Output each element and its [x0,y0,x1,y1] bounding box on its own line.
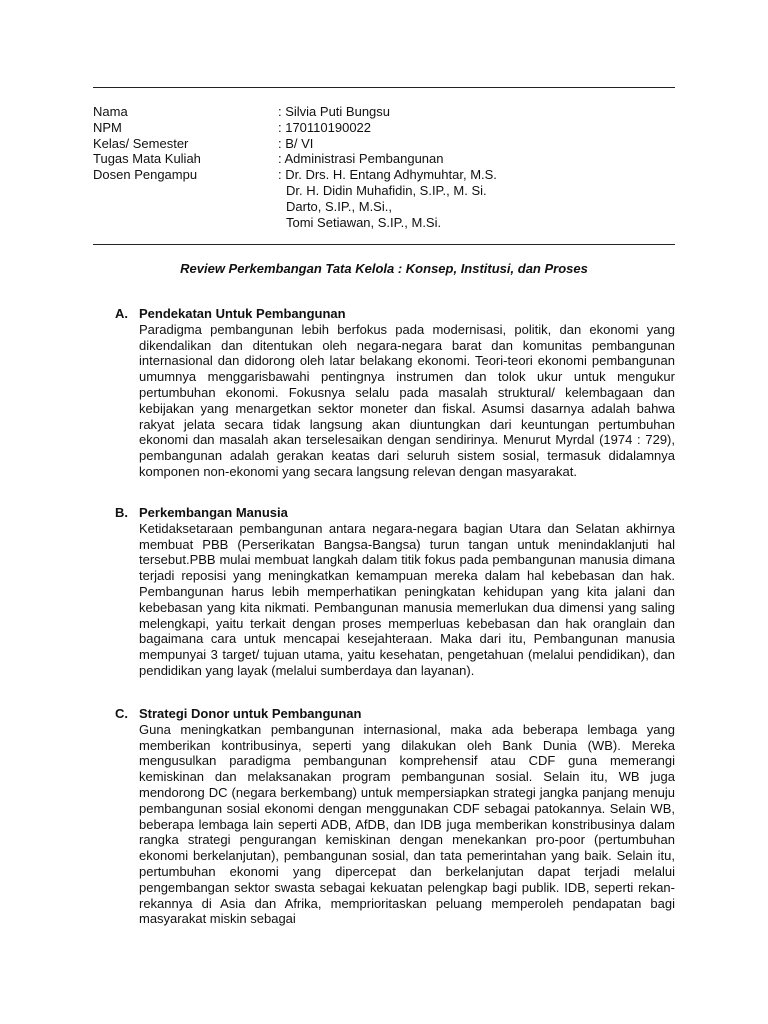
section-heading-text: Perkembangan Manusia [139,505,288,520]
section-heading [115,706,675,722]
section-c [115,706,675,927]
info-row-class [93,136,497,152]
header-divider [93,244,675,245]
document-title: Review Perkembangan Tata Kelola : Konsep, Institusi, dan Proses [180,261,588,276]
info-value: : B/ VI [278,135,314,151]
info-row-lecturer [93,167,497,183]
info-value: : Dr. Drs. H. Entang Adhymuhtar, M.S. [278,167,497,183]
info-label: Kelas/ Semester [93,135,189,151]
lecturer-name: Dr. H. Didin Muhafidin, S.IP., M. Si. [286,182,487,198]
info-value: : Administrasi Pembangunan [278,151,444,167]
section-heading-text: Pendekatan Untuk Pembangunan [139,306,346,321]
info-label: NPM [93,119,122,135]
section-heading [115,505,675,521]
info-row-npm [93,120,497,136]
section-heading [115,306,675,322]
lecturer-name: Darto, S.IP., M.Si., [286,198,392,214]
info-label: Dosen Pengampu [93,167,198,183]
lecturer-name: Tomi Setiawan, S.IP., M.Si. [286,214,442,230]
section-letter: A. [115,306,128,321]
info-row-name [93,104,497,120]
top-divider [93,87,675,88]
section-letter: B. [115,505,128,520]
info-value: : Silvia Puti Bungsu [278,104,391,119]
section-body: Ketidaksetaraan pembangunan antara negara-negara bagian Utara dan Selatan akhirnya membuat PBB (Perserikatan Bangsa-Bangsa) turun tangan untuk menindaklanjuti hal tersebut.PBB mulai membuat langkah dalam titik fokus pada pembangunan manusia dimana terjadi reposisi yang meningkatkan kemampuan mereka dalam hal kebebasan dan hak. Pembangunan harus lebih memperhatikan peningkatan kehidupan yang kita jalani dan kebebasan yang kita nikmati. Pembangunan manusia memerlukan dua dimensi yang saling melengkapi, yaitu terkait dengan proses memperluas kebebasan dan hak oranglain dan bagaimana cara untuk mencapai kesejahteraan. Maka dari itu, Pembangunan manusia mempunyai 3 target/ tujuan utama, yaitu kesehatan, pengetahuan (melalui pendidikan), dan pendidikan yang layak (melalui sumberdaya dan layanan). [139,520,675,678]
info-label: Tugas Mata Kuliah [93,151,201,167]
info-row-course [93,151,497,167]
section-body: Guna meningkatkan pembangunan internasional, maka ada beberapa lembaga yang memberikan kontribusinya, seperti yang dilakukan oleh Bank Dunia (WB). Mereka mengusulkan paradigma pembangunan komprehensif atau CDF guna memerangi kemiskinan dan melaksanakan program pembangunan sosial. Selain itu, WB juga mendorong DC (negara berkembang) untuk mempersiapkan strategi jangka panjang menuju pembangunan sosial ekonomi dengan menggunakan CDF sebagai patokannya. Selain WB, beberapa lembaga lain seperti ADB, AfDB, dan IDB juga memberikan konstribusinya dalam rangka strategi pengurangan kemiskinan dengan menekankan pro-poor (pertumbuhan ekonomi berkelanjutan), pembangunan sosial, dan tata pemerintahan yang baik. Selain itu, pertumbuhan ekonomi yang dipercepat dan berkelanjutan dapat terjadi melalui pengembangan sektor swasta sebagai kekuatan pelengkap bagi publik. IDB, seperti rekan-rekannya di Asia dan Afrika, memprioritaskan peluang memperoleh pendapatan bagi masyarakat miskin sebagai [139,721,675,927]
section-body: Paradigma pembangunan lebih berfokus pada modernisasi, politik, dan ekonomi yang dikendalikan dan ditentukan oleh negara-negara barat dan komunitas pembangunan internasional dan didorong oleh latar belakang ekonomi. Teori-teori ekonomi pembangunan umumnya menggarisbawahi pentingnya instrumen dan tolok ukur untuk mengukur pertumbuhan ekonomi. Fokusnya selalu pada masalah struktural/ kelembagaan dan kebijakan yang menargetkan sektor moneter dan fiskal. Asumsi dasarnya adalah bahwa rakyat jelata secara tidak langsung akan diuntungkan dari keuntungan pertumbuhan ekonomi dan masalah akan terselesaikan dengan sendirinya. Menurut Myrdal (1974 : 729), pembangunan adalah gerakan keatas dari seluruh sistem sosial, termasuk didalamnya komponen non-ekonomi yang secara langsung relevan dengan masyarakat. [139,321,675,479]
section-heading-text: Strategi Donor untuk Pembangunan [139,706,362,721]
section-b [115,505,675,679]
student-info-block [93,104,497,230]
section-letter: C. [115,706,128,721]
info-value: : 170110190022 [278,119,372,135]
info-label: Nama [93,104,128,119]
section-a [115,306,675,480]
